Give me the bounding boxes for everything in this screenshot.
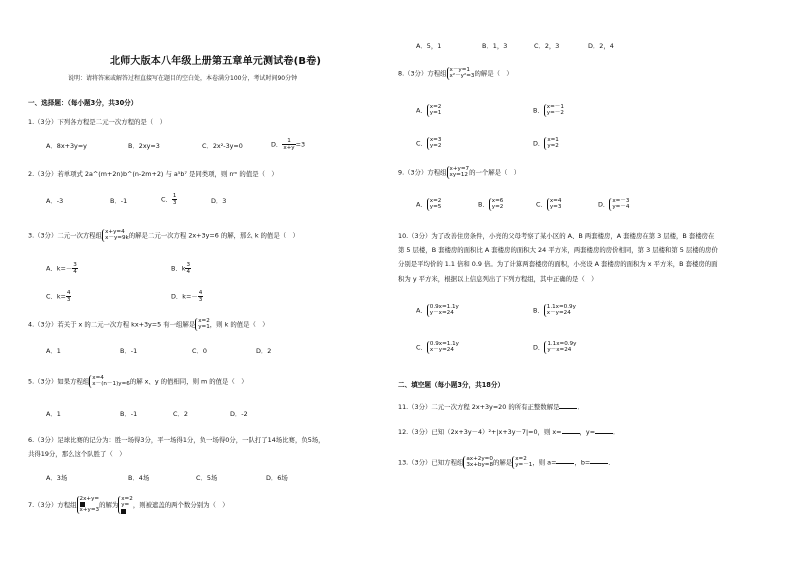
q3-a-fraction	[72, 262, 78, 275]
q3-a-den: 4	[73, 269, 77, 275]
q7-option-b: B．1，3	[482, 42, 508, 50]
q8-a-system	[427, 104, 442, 117]
q7-mid: 的解为	[99, 500, 119, 509]
q5-system	[89, 375, 130, 388]
q5-stem-a: 5.（3分）如果方程组	[28, 377, 90, 386]
q8-a-2: y=1	[429, 110, 442, 117]
q11-stem: 11.（3分）二元一次方程 2x+3y=20 的所有正整数解是	[398, 403, 560, 411]
q8-b-1: x=－1	[546, 104, 564, 110]
q8-option-d: D． x=1 y=2	[533, 137, 559, 150]
q1-d-den: x+y	[283, 145, 295, 151]
q9-d-1: x=－3	[612, 198, 630, 204]
q2-option-d: D．3	[211, 197, 227, 205]
q3-stem-b: 的解是二元一次方程 2x+3y=6 的解，那么 k 的值是（ ）	[128, 231, 299, 240]
q10-option-b: B． 1.1x=0.9y x－y=24	[533, 304, 576, 317]
q1-d-fraction	[282, 138, 295, 151]
q7-option-d: D．2，4	[588, 42, 614, 50]
q13-mid: 的解是	[493, 458, 513, 467]
q3-a-prefix: A．k=－	[46, 264, 73, 273]
q12-stem-a: 12.（3分）已知（2x+3y－4）²+|x+3y－7|=0，则 x=	[398, 428, 562, 436]
q10-a-system	[427, 304, 459, 317]
question-7	[28, 496, 229, 514]
question-6-line-1: 6.（3分）足球比赛的记分为：胜一场得3分，平一场得1分，负一场得0分，一队打了14场比赛，负5场，	[28, 436, 325, 444]
q9-d-2: y=－4	[612, 204, 630, 211]
q1-option-d	[271, 138, 305, 151]
question-11: 11.（3分）二元一次方程 2x+3y=20 的所有正整数解是 ．	[398, 403, 584, 411]
q7-option-c: C．2，3	[534, 42, 560, 50]
question-13: 13.（3分）已知方程组 ax+2y=0 3x+by=8 的解是 x=2 y=－1 ，则 a= ，b= ．	[398, 456, 615, 469]
q8-d-2: y=2	[547, 143, 559, 150]
q1-option-a: A．8x+3y=y	[46, 142, 87, 150]
q4-sys-2: y=1	[198, 324, 210, 331]
q9-d-system	[609, 198, 629, 211]
question-10-line-1: 10.（3分）为了改善住房条件，小亮的父母考察了某小区的 A、B 两套楼房，A 套楼房在第 3 层楼，B 套楼房在	[398, 232, 715, 240]
q4-system	[195, 318, 210, 331]
q9-option-a: A． x=2 y=5	[416, 198, 442, 211]
q3-c-fraction	[66, 290, 72, 303]
q8-a-1: x=2	[429, 104, 442, 110]
q13-a-blank[interactable]	[556, 457, 574, 464]
q4-sys-1: x=2	[198, 318, 210, 324]
q8-option-b: B． x=－1 y=－2	[533, 104, 564, 117]
q4-option-b: B．-1	[120, 347, 138, 355]
q9-option-c: C． x=4 y=3	[536, 198, 562, 211]
question-3	[28, 229, 299, 242]
q4-stem-a: 4.（3分）若关于 x 的二元一次方程 kx+3y=5 有一组解是	[28, 320, 196, 329]
q3-option-d	[171, 290, 203, 303]
q13-system	[463, 456, 493, 469]
q7-sys-2: x+y=3	[79, 507, 100, 514]
q10-b-2: x－y=24	[546, 310, 571, 317]
q2-option-a: A．-3	[46, 197, 64, 205]
q8-stem-b: 的解是（ ）	[474, 69, 513, 78]
q13-solution	[512, 456, 532, 469]
q3-sys-2: x－y=9k	[105, 235, 129, 242]
q9-stem-b: 的一个解是（ ）	[469, 168, 521, 177]
q13-stem-c: ，b=	[574, 458, 591, 467]
q3-b-num: 3	[186, 262, 191, 268]
q1-d-suffix: =3	[295, 140, 306, 149]
q3-c-den: 3	[66, 297, 71, 303]
q3-option-a	[46, 262, 78, 275]
q10-b-system	[544, 304, 576, 317]
q4-stem-b: ，则 k 的值是（ ）	[209, 320, 269, 329]
q10-b-1: 1.1x=0.9y	[546, 304, 576, 310]
q3-b-fraction	[185, 262, 191, 275]
q8-b-2: y=－2	[546, 110, 564, 117]
q8-c-2: y=2	[429, 143, 442, 150]
q3-d-num: 4	[198, 290, 203, 296]
q8-stem-a: 8.（3分）方程组	[398, 69, 447, 78]
q13-stem-b: ，则 a=	[532, 458, 557, 467]
q8-c-system	[427, 137, 442, 150]
q10-c-1: 0.9x=1.1y	[429, 341, 459, 347]
q6-option-c: C．5场	[196, 474, 218, 482]
q10-d-system	[544, 341, 576, 354]
q6-option-b: B．4场	[128, 474, 150, 482]
q7-stem-a: 7.（3分）方程组	[28, 500, 77, 509]
q9-c-2: y=3	[549, 204, 562, 211]
q9-c-1: x=4	[549, 198, 562, 204]
q2-option-b: B．-1	[110, 197, 128, 205]
q13-sys-1: ax+2y=0	[466, 456, 493, 462]
q10-a-2: y－x=24	[429, 310, 454, 317]
q8-system	[447, 67, 475, 80]
q3-d-prefix: D．k=－	[171, 292, 198, 301]
q9-system	[447, 166, 470, 179]
q1-option-c: C．2x²-3y=0	[202, 142, 243, 150]
covered-box-2	[121, 509, 126, 514]
q3-c-num: 4	[66, 290, 71, 296]
section-1-heading: 一、选择题：（每小题3分，共30分）	[28, 99, 138, 107]
q9-stem-a: 9.（3分）方程组	[398, 168, 447, 177]
q13-stem-a: 13.（3分）已知方程组	[398, 458, 464, 467]
q9-a-system	[427, 198, 442, 211]
q5-sys-2: x－(n－1)y=6	[92, 381, 130, 388]
section-2-heading: 二、填空题（每小题3分，共18分）	[398, 381, 505, 389]
q11-answer-blank[interactable]	[559, 402, 577, 409]
q5-option-a: A．1	[46, 410, 61, 418]
question-2: 2.（3分）若单项式 2a^(m+2n)b^(n-2m+2) 与 a⁵b⁷ 是同类项，则 nᵐ 的值是（ ）	[28, 170, 278, 178]
q7-solution	[118, 496, 133, 514]
q7-option-a: A．5，1	[416, 42, 442, 50]
question-4	[28, 318, 269, 331]
q5-sys-1: x=4	[92, 375, 104, 381]
q3-option-c	[46, 290, 71, 303]
q8-d-system	[544, 137, 559, 150]
q2-c-num: 1	[172, 193, 177, 199]
q6-option-d: D．6场	[266, 474, 288, 482]
q13-b-blank[interactable]	[590, 457, 608, 464]
q3-c-prefix: C．k=	[46, 292, 66, 301]
q1-d-prefix: D．	[271, 140, 283, 149]
q10-c-system	[427, 341, 459, 354]
q9-a-1: x=2	[429, 198, 442, 204]
q10-option-d: D． 1.1x=0.9y y－x=24	[533, 341, 577, 354]
q10-d-1: 1.1x=0.9y	[547, 341, 577, 347]
page-title: 北师大版本八年级上册第五章单元测试卷(B卷)	[110, 56, 322, 67]
q9-b-1: x=6	[491, 198, 504, 204]
q12-x-blank[interactable]	[562, 427, 580, 434]
q1-d-num: 1	[282, 138, 295, 145]
q8-option-a: A． x=2 y=1	[416, 104, 442, 117]
q5-option-b: B．-1	[120, 410, 138, 418]
q8-b-system	[544, 104, 564, 117]
q13-sol-1: x=2	[515, 456, 527, 462]
q2-c-fraction	[172, 193, 178, 206]
q2-c-prefix: C．	[161, 195, 172, 204]
q2-option-c	[161, 193, 177, 206]
q3-b-prefix: B．k	[171, 264, 186, 273]
q5-option-c: C．2	[173, 410, 188, 418]
q10-option-c: C． 0.9x=1.1y x－y=24	[416, 341, 459, 354]
q13-sys-2: 3x+by=8	[466, 462, 494, 469]
q10-d-2: y－x=24	[547, 347, 572, 354]
q8-c-1: x=3	[429, 137, 442, 143]
q3-system	[102, 229, 129, 242]
q9-c-system	[547, 198, 562, 211]
q12-y-blank[interactable]	[595, 427, 613, 434]
q4-option-d: D．2	[256, 347, 272, 355]
q9-a-2: y=5	[429, 204, 442, 211]
question-1: 1.（3分）下列各方程是二元一次方程的是（ ）	[28, 118, 166, 126]
q5-stem-b: 的解 x、y 的值相同，则 m 的值是（ ）	[129, 377, 248, 386]
q4-option-c: C．0	[192, 347, 207, 355]
q3-stem-a: 3.（3分）二元一次方程组	[28, 231, 103, 240]
q7-stem-b: ，则被遮盖的两个数分别为（ ）	[132, 500, 229, 509]
instructions: 说明：请将答案或解答过程直接写在题目的空白处，本卷满分100分，考试时间90分钟	[68, 75, 298, 82]
q7-sys-1: 2x+y=	[79, 496, 100, 502]
question-12: 12.（3分）已知（2x+3y－4）²+|x+3y－7|=0，则 x= ，y= ．	[398, 428, 620, 436]
question-6-line-2: 共得19分，那么这个队胜了（ ）	[28, 450, 126, 458]
question-9	[398, 166, 520, 179]
q7-sol-2: y=	[121, 502, 130, 509]
q10-c-2: x－y=24	[429, 347, 454, 354]
q9-b-system	[489, 198, 504, 211]
q8-sys-2: x²－y²=3	[449, 73, 475, 80]
q3-b-den: 4	[186, 269, 191, 275]
q3-d-den: 3	[198, 297, 203, 303]
q8-d-1: x=1	[547, 137, 559, 143]
q10-a-1: 0.9x=1.1y	[429, 304, 459, 310]
question-10-line-3: 分别是平均价的 1.1 倍和 0.9 倍。为了计算两套楼房的面积，小亮设 A 套楼房的面积为 x 平方米，B 套楼房的面	[398, 260, 718, 268]
q3-d-fraction	[198, 290, 204, 303]
q10-option-a: A． 0.9x=1.1y y－x=24	[416, 304, 459, 317]
q9-sys-2: xy=12	[449, 172, 468, 179]
question-10-line-2: 第 5 层楼，B 套楼房的面积比 A 套楼房的面积大 24 平方米，两套楼房的房价相同，第 3 层楼和第 5 层楼的房价	[398, 246, 718, 254]
q3-sys-1: x+y=4	[105, 229, 125, 235]
q13-sol-2: y=－1	[515, 462, 533, 469]
q6-option-a: A．3场	[46, 474, 68, 482]
q9-b-2: y=2	[491, 204, 504, 211]
question-10-line-4: 积为 y 平方米，根据以上信息列出了下列方程组，其中正确的是（ ）	[398, 275, 598, 283]
q9-sys-1: x+y=7	[449, 166, 470, 172]
q8-option-c: C． x=3 y=2	[416, 137, 442, 150]
q1-option-b: B．2xy=3	[128, 142, 160, 150]
question-5	[28, 375, 248, 388]
q9-option-d: D． x=－3 y=－4	[598, 198, 630, 211]
q8-sys-1: x－y=1	[449, 67, 470, 73]
question-8	[398, 67, 513, 80]
q12-stem-b: ，y=	[579, 428, 596, 436]
q3-a-num: 3	[73, 262, 77, 268]
q9-option-b: B． x=6 y=2	[478, 198, 504, 211]
q3-option-b	[171, 262, 191, 275]
q2-c-den: 3	[172, 200, 177, 206]
q4-option-a: A．1	[46, 347, 61, 355]
q7-sol-1: x=2	[121, 496, 133, 502]
q7-system	[77, 496, 100, 514]
q5-option-d: D．-2	[230, 410, 248, 418]
